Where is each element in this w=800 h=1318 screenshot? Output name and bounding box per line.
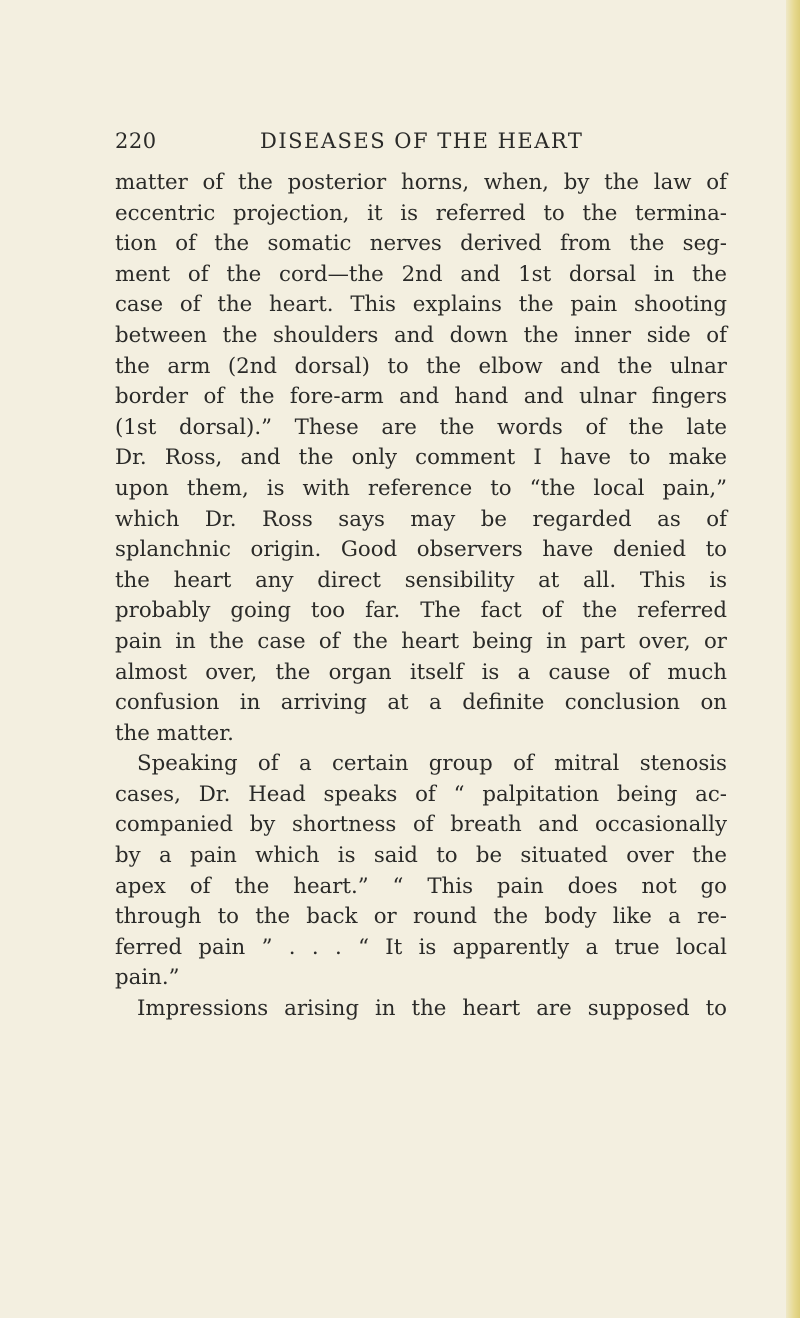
- text-line: border of the fore-arm and hand and ulnar fingers: [115, 384, 727, 410]
- text-line: Impressions arising in the heart are supposed to: [137, 996, 727, 1022]
- text-line: ment of the cord—the 2nd and 1st dorsal in the: [115, 261, 727, 287]
- text-line: Speaking of a certain group of mitral stenosis: [137, 751, 727, 777]
- text-line: matter of the posterior horns, when, by the law of: [115, 170, 727, 195]
- text-line: the heart any direct sensibility at all. This is: [115, 567, 727, 593]
- text-line: confusion in arriving at a definite conclusion on: [115, 690, 727, 716]
- text-line: Dr. Ross, and the only comment I have to make: [115, 445, 727, 471]
- text-line: the matter.: [115, 720, 234, 746]
- text-line: which Dr. Ross says may be regarded as of: [115, 506, 727, 532]
- text-line: pain.”: [115, 965, 180, 991]
- text-line: upon them, is with reference to “the local pain,”: [115, 475, 727, 501]
- text-line: (1st dorsal).” These are the words of the late: [115, 414, 727, 440]
- text-line: ferred pain ” . . . “ It is apparently a true local: [115, 934, 727, 960]
- text-line: cases, Dr. Head speaks of “ palpitation being ac-: [115, 781, 727, 807]
- text-line: between the shoulders and down the inner side of: [115, 322, 727, 348]
- text-line: tion of the somatic nerves derived from the seg-: [115, 231, 727, 257]
- text-line: eccentric projection, it is referred to the termina-: [115, 200, 727, 226]
- text-line: pain in the case of the heart being in part over, or: [115, 628, 727, 654]
- text-line: almost over, the organ itself is a cause of much: [115, 659, 727, 685]
- page-number: 220: [115, 129, 157, 153]
- text-line: probably going too far. The fact of the referred: [115, 598, 727, 624]
- text-line: the arm (2nd dorsal) to the elbow and the ulnar: [115, 353, 727, 379]
- page-edge: [786, 0, 800, 1318]
- text-line: through to the back or round the body like a re-: [115, 904, 727, 930]
- text-line: by a pain which is said to be situated over the: [115, 843, 727, 869]
- text-line: case of the heart. This explains the pain shooting: [115, 292, 727, 318]
- text-line: apex of the heart.” “ This pain does not go: [115, 873, 727, 899]
- page-header: [115, 129, 730, 159]
- text-line: splanchnic origin. Good observers have denied to: [115, 537, 727, 563]
- running-title: DISEASES OF THE HEART: [260, 129, 584, 153]
- body-text: [115, 168, 727, 1025]
- text-line: companied by shortness of breath and occasionally: [115, 812, 727, 838]
